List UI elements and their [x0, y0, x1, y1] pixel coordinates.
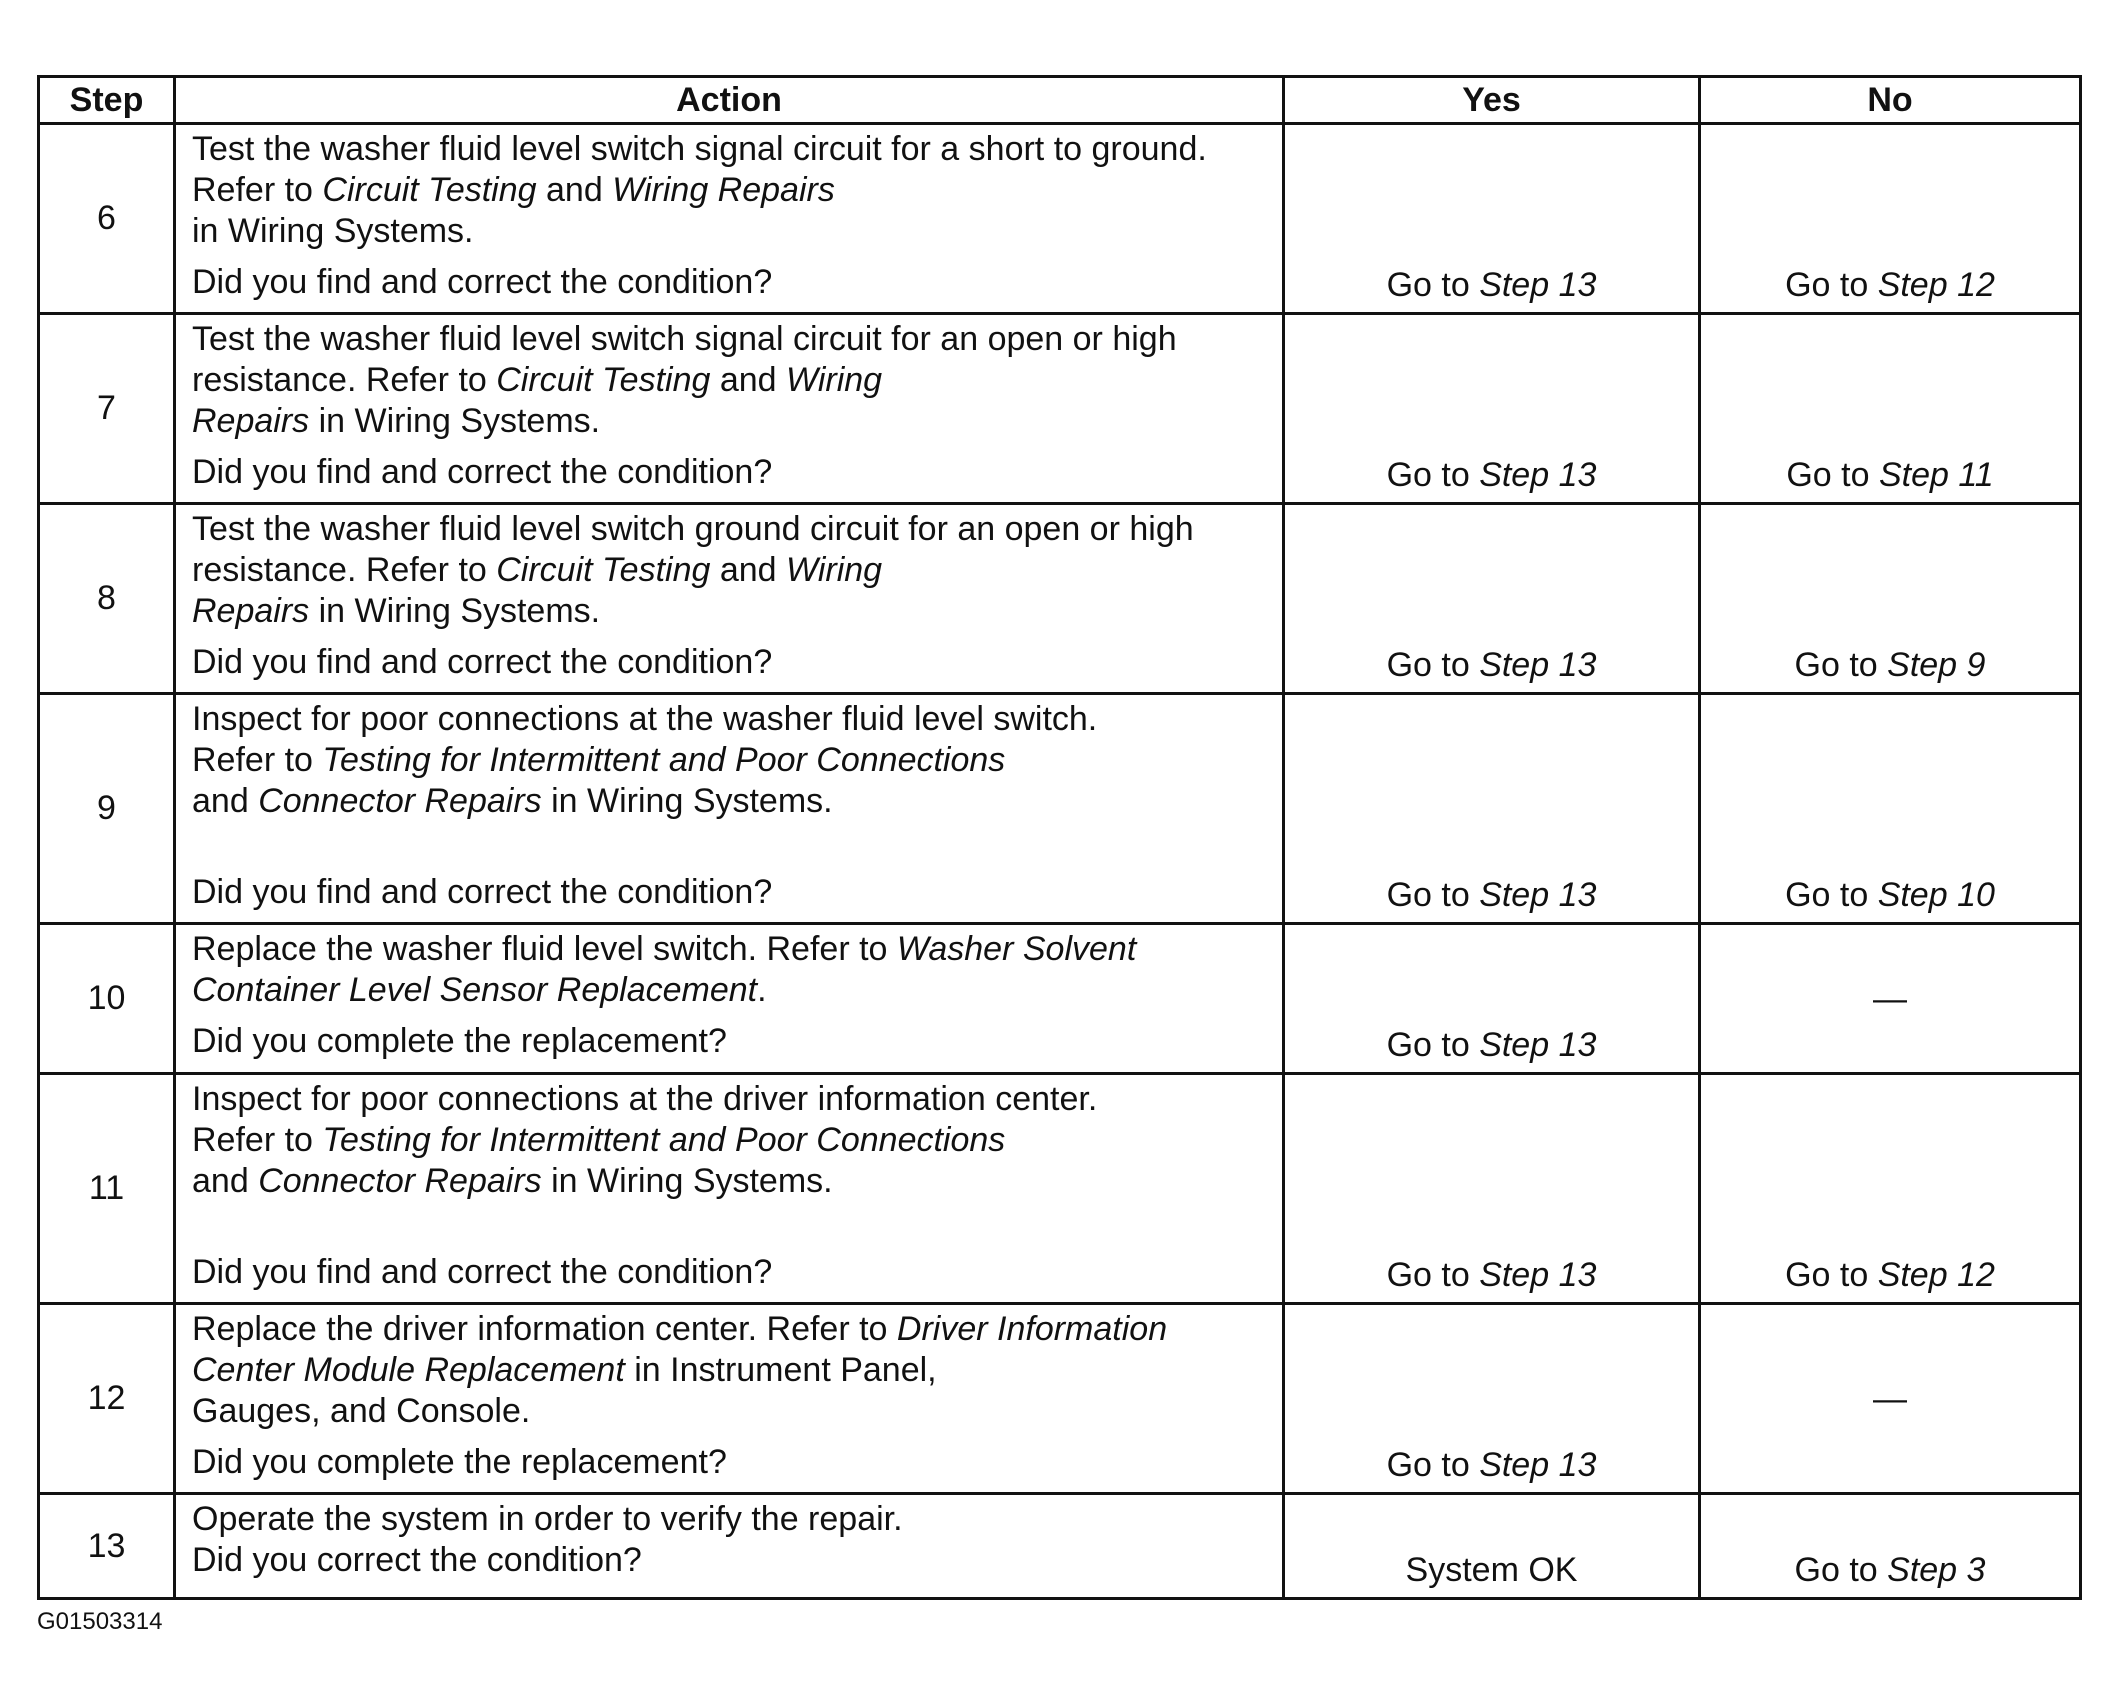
action-description: [192, 1079, 1268, 1202]
text-segment: in Instrument Panel,: [624, 1351, 937, 1389]
action-description: [192, 129, 1268, 252]
action-question: Did you find and correct the condition?: [192, 873, 773, 911]
text-segment: Go to: [1386, 1026, 1480, 1064]
text-segment: in Wiring Systems.: [309, 402, 601, 440]
yes-result: [1284, 694, 1700, 924]
step-number: 10: [39, 924, 175, 1074]
yes-result: [1284, 1494, 1700, 1599]
table-row: [39, 1494, 2081, 1599]
step-number: 11: [39, 1074, 175, 1304]
action-question: Did you find and correct the condition?: [192, 1253, 773, 1291]
header-action: Action: [175, 77, 1284, 124]
action-description: [192, 1499, 1268, 1540]
header-step: Step: [39, 77, 175, 124]
italic-reference: Step 13: [1479, 266, 1597, 304]
text-segment: Go to: [1785, 1256, 1878, 1294]
spacer: [192, 822, 1268, 872]
text-segment: .: [757, 971, 767, 1009]
yes-result: [1284, 1304, 1700, 1494]
no-result: [1700, 1304, 2081, 1494]
text-segment: Go to: [1386, 266, 1480, 304]
italic-reference: Step 3: [1887, 1551, 1986, 1589]
italic-reference: Step 9: [1887, 646, 1986, 684]
header-row: [39, 77, 2081, 124]
italic-reference: Testing for Intermittent and Poor Connections: [322, 1121, 1006, 1159]
text-segment: in Wiring Systems.: [309, 592, 601, 630]
italic-reference: Step 11: [1878, 456, 1994, 494]
no-result: [1700, 694, 2081, 924]
yes-result: [1284, 124, 1700, 314]
text-segment: and: [536, 171, 613, 209]
header-no: No: [1700, 77, 2081, 124]
text-segment: Inspect for poor connections at the washer fluid level switch.: [192, 700, 1098, 738]
yes-result: [1284, 1074, 1700, 1304]
text-segment: Go to: [1386, 876, 1480, 914]
no-result: [1700, 924, 2081, 1074]
text-segment: and: [710, 361, 787, 399]
text-segment: Test the washer fluid level switch signal circuit for an open or high resistance. Refer to: [192, 320, 1177, 399]
no-result: [1700, 1494, 2081, 1599]
spacer: [192, 1011, 1268, 1021]
table-row: [39, 124, 2081, 314]
text-segment: and: [192, 782, 259, 820]
text-segment: System OK: [1405, 1551, 1578, 1589]
action-cell: [175, 504, 1284, 694]
diagnostic-table: [37, 75, 2082, 1600]
table-row: [39, 314, 2081, 504]
italic-reference: Testing for Intermittent and Poor Connections: [322, 741, 1006, 779]
text-segment: Go to: [1386, 646, 1480, 684]
table-row: [39, 1304, 2081, 1494]
italic-reference: Step 13: [1479, 1026, 1597, 1064]
italic-reference: Step 13: [1479, 1446, 1597, 1484]
text-segment: Gauges, and Console.: [192, 1392, 531, 1430]
italic-reference: Wiring: [786, 551, 883, 589]
text-segment: —: [1873, 1379, 1907, 1418]
text-segment: Operate the system in order to verify the repair.: [192, 1500, 903, 1538]
spacer: [192, 252, 1268, 262]
italic-reference: Step 12: [1877, 266, 1995, 304]
italic-reference: Driver Information Center Module Replacement: [192, 1310, 1168, 1389]
italic-reference: Connector Repairs: [258, 1162, 542, 1200]
yes-result: [1284, 504, 1700, 694]
action-question: Did you correct the condition?: [192, 1541, 642, 1579]
text-segment: Go to: [1785, 876, 1878, 914]
text-segment: Go to: [1386, 1256, 1480, 1294]
step-number: 8: [39, 504, 175, 694]
action-question: Did you complete the replacement?: [192, 1022, 727, 1060]
italic-reference: Step 12: [1877, 1256, 1995, 1294]
text-segment: Go to: [1386, 456, 1480, 494]
italic-reference: Circuit Testing: [496, 551, 711, 589]
italic-reference: Step 13: [1479, 1256, 1597, 1294]
action-cell: [175, 124, 1284, 314]
action-question: Did you find and correct the condition?: [192, 263, 773, 301]
step-number: 13: [39, 1494, 175, 1599]
action-cell: [175, 1074, 1284, 1304]
text-segment: Refer to: [192, 741, 323, 779]
text-segment: Go to: [1786, 456, 1879, 494]
italic-reference: Connector Repairs: [258, 782, 542, 820]
spacer: [192, 1202, 1268, 1252]
table-row: [39, 924, 2081, 1074]
text-segment: Inspect for poor connections at the driver information center.: [192, 1080, 1098, 1118]
text-segment: and: [710, 551, 787, 589]
action-question: Did you find and correct the condition?: [192, 453, 773, 491]
no-result: [1700, 1074, 2081, 1304]
step-number: 7: [39, 314, 175, 504]
step-number: 6: [39, 124, 175, 314]
action-cell: [175, 694, 1284, 924]
text-segment: Test the washer fluid level switch ground circuit for an open or high resistance. Refer to: [192, 510, 1194, 589]
action-description: [192, 929, 1268, 1011]
italic-reference: Wiring: [786, 361, 883, 399]
text-segment: Go to: [1785, 266, 1878, 304]
text-segment: in Wiring Systems.: [541, 1162, 833, 1200]
action-description: [192, 319, 1268, 442]
action-question: Did you complete the replacement?: [192, 1443, 727, 1481]
text-segment: Go to: [1386, 1446, 1480, 1484]
italic-reference: Circuit Testing: [322, 171, 537, 209]
text-segment: in Wiring Systems.: [541, 782, 833, 820]
action-description: [192, 509, 1268, 632]
no-result: [1700, 504, 2081, 694]
italic-reference: Step 10: [1877, 876, 1995, 914]
text-segment: Replace the driver information center. Refer to: [192, 1310, 897, 1348]
step-number: 12: [39, 1304, 175, 1494]
action-cell: [175, 314, 1284, 504]
action-cell: [175, 1494, 1284, 1599]
spacer: [192, 632, 1268, 642]
action-cell: [175, 1304, 1284, 1494]
spacer: [192, 1432, 1268, 1442]
figure-id: G01503314: [37, 1608, 163, 1635]
yes-result: [1284, 314, 1700, 504]
text-segment: Test the washer fluid level switch signal circuit for a short to ground. Refer to: [192, 130, 1207, 209]
text-segment: Go to: [1794, 646, 1888, 684]
italic-reference: Step 13: [1479, 876, 1597, 914]
table-row: [39, 1074, 2081, 1304]
italic-reference: Wiring Repairs: [612, 171, 835, 209]
header-yes: Yes: [1284, 77, 1700, 124]
italic-reference: Circuit Testing: [496, 361, 711, 399]
italic-reference: Repairs: [192, 402, 310, 440]
action-description: [192, 699, 1268, 822]
text-segment: and: [192, 1162, 259, 1200]
table-row: [39, 504, 2081, 694]
italic-reference: Step 13: [1479, 646, 1597, 684]
italic-reference: Washer Solvent Container Level Sensor Replacement: [192, 930, 1137, 1009]
text-segment: Go to: [1794, 1551, 1888, 1589]
no-result: [1700, 124, 2081, 314]
step-number: 9: [39, 694, 175, 924]
action-description: [192, 1309, 1268, 1432]
table-row: [39, 694, 2081, 924]
italic-reference: Repairs: [192, 592, 310, 630]
italic-reference: Step 13: [1479, 456, 1597, 494]
text-segment: —: [1873, 979, 1907, 1018]
yes-result: [1284, 924, 1700, 1074]
text-segment: Refer to: [192, 1121, 323, 1159]
spacer: [192, 442, 1268, 452]
no-result: [1700, 314, 2081, 504]
table-body: [39, 124, 2081, 1599]
action-question: Did you find and correct the condition?: [192, 643, 773, 681]
action-cell: [175, 924, 1284, 1074]
text-segment: Replace the washer fluid level switch. Refer to: [192, 930, 897, 968]
text-segment: in Wiring Systems.: [192, 212, 474, 250]
